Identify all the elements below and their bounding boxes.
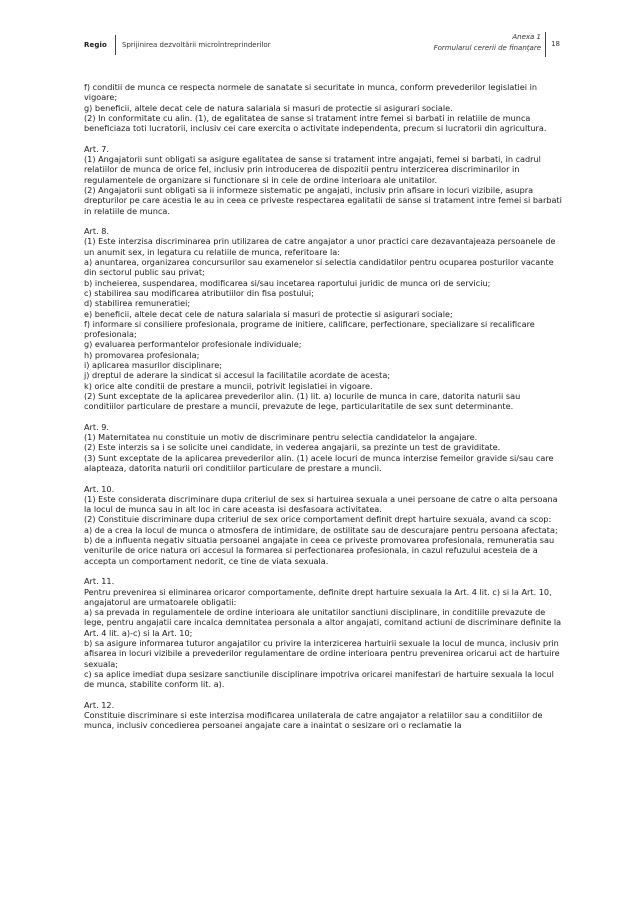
article-line: Constituie discriminare si este interzisa modificarea unilaterala de catre angajator a relatiilor sau a conditiilor de munca, inclusiv concedierea persoanei angajate care a inaintat o sesizare ori o reclamatie la (84, 710, 543, 731)
article-title: Art. 11. (84, 576, 115, 587)
article-line: b) de a influenta negativ situatia persoanei angajate in ceea ce priveste promovarea profesionala, remuneratia sau veniturile de orice natura ori accesul la formarea si perfectionarea profesionala, in cazul refuzului acesteia de a accepta un comportament nedorit, ce tine de viata sexuala. (84, 535, 555, 566)
article-line: c) stabilirea sau modificarea atributiilor din fisa postului; (84, 287, 314, 298)
article-line: k) orice alte conditii de prestare a muncii, potrivit legislatiei in vigoare. (84, 380, 373, 391)
article-title: Art. 9. (84, 421, 110, 432)
article-line: (2) Angajatorii sunt obligati sa ii informeze sistematic pe angajati, inclusiv prin afisare in locuri vizibile, asupra drepturilor pe care acestia le au in ceea ce priveste respectarea egalitatii de sanse si tratament intre femei si barbati in relatiile de munca. (84, 184, 562, 216)
article-title: Art. 7. (84, 143, 110, 154)
article-line: (1) Este considerata discriminare dupa criteriul de sex si hartuirea sexuala a unei persoane de catre o alta persoana la locul de munca sau in alt loc in care aceasta isi desfasoara activitatea. (84, 493, 558, 515)
article-line: (1) Este interzisa discriminarea prin utilizarea de catre angajator a unor practici care dezavantajeaza persoanele de un anumit sex, in legatura cu relatiile de munca, referitoare la: (84, 236, 556, 257)
article-line: b) incheierea, suspendarea, modificarea si/sau incetarea raportului juridic de munca ori de serviciu; (84, 277, 491, 288)
page-number: 18 (551, 40, 560, 48)
article-line: Pentru prevenirea si eliminarea oricaror comportamente, definite drept hartuire sexuala la Art. 4 lit. c) si la Art. 10, angajatorul are urmatoarele obligatii: (84, 586, 552, 607)
header-divider-right (545, 32, 546, 57)
article-title: Art. 8. (84, 226, 110, 237)
article-line: g) evaluarea performantelor profesionale individuale; (84, 339, 302, 350)
article-line: f) informare si consiliere profesionala, programe de initiere, calificare, perfectionare, specializare si recalificare profesionala; (84, 318, 535, 340)
article-line: (1) Angajatorii sunt obligati sa asigure egalitatea de sanse si tratament intre angajati, femei si barbati, in cadrul relatiilor de munca de orice fel, inclusiv prin introducerea de dispozitii pentru interzicerea discriminarilor in regulamentele de organizare si functionare si in cele de ordine interioara ale unitatilor. (84, 154, 541, 185)
article-line: h) promovarea profesionala; (84, 349, 200, 360)
intro-line: g) beneficii, altele decat cele de natura salariala si masuri de protectie si asigurari sociale. (84, 102, 453, 113)
article-line: j) dreptul de aderare la sindicat si accesul la facilitatile acordate de acesta; (84, 370, 391, 381)
article-line: (2) Este interzis sa i se solicite unei candidate, in vederea angajarii, sa prezinte un test de graviditate. (84, 442, 501, 453)
article-8 (84, 226, 562, 411)
article-title: Art. 10. (84, 483, 115, 494)
article-11 (84, 576, 562, 689)
header-annex-block (434, 32, 541, 54)
article-9 (84, 422, 562, 473)
article-line: e) beneficii, altele decat cele de natura salariala si masuri de protectie si asigurari sociale; (84, 308, 453, 319)
article-line: (1) Maternitatea nu constituie un motiv de discriminare pentru selectia candidatelor la angajare. (84, 432, 478, 443)
article-line: d) stabilirea remuneratiei; (84, 298, 191, 309)
article-10 (84, 484, 562, 566)
intro-block (84, 82, 562, 133)
article-line: i) aplicarea masurilor disciplinare; (84, 360, 222, 371)
header-divider (115, 35, 116, 55)
intro-line: (2) In conformitate cu alin. (1), de egalitatea de sanse si tratament intre femei si barbati in relatiile de munca beneficiaza toti lucratorii, inclusiv cei care exercita o activitate independenta, precum si lucratorii din agricultura. (84, 112, 547, 134)
article-line: a) de a crea la locul de munca o atmosfera de intimidare, de ostilitate sau de descurajare pentru persoana afectata; (84, 524, 558, 535)
regio-logo: Regio (84, 41, 107, 49)
article-line: a) sa prevada in regulamentele de ordine interioara ale unitatilor sanctiuni disciplinare, in conditiile prevazute de lege, pentru angajatii care incalca demnitatea personala a altor angajati, comitand actiuni de discriminare definite la Art. 4 lit. a)-c) si la Art. 10; (84, 607, 562, 638)
article-line: (2) Sunt exceptate de la aplicarea prevederilor alin. (1) lit. a) locurile de munca in care, datorita naturii sau conditiilor particulare de prestare a muncii, prevazute de lege, particularitatile de sex sunt determinante. (84, 390, 521, 412)
intro-line: f) conditii de munca ce respecta normele de sanatate si securitate in munca, conform prevederilor legislatiei in vigoare; (84, 82, 538, 103)
article-line: (3) Sunt exceptate de la aplicarea prevederilor alin. (1) acele locuri de munca interzise femeilor gravide si/sau care alapteaza, datorita naturii ori conditiilor particulare de prestare a muncii. (84, 452, 554, 473)
article-line: (2) Constituie discriminare dupa criteriul de sex orice comportament definit drept hartuire sexuala, avand ca scop: (84, 514, 552, 525)
annex-label: Anexa 1 (512, 33, 541, 41)
article-line: b) sa asigure informarea tuturor angajatilor cu privire la interzicerea hartuirii sexuale la locul de munca, inclusiv prin afisarea in locuri vizibile a prevederilor regulamentare de ordine interioara pentru prevenirea oricarui act de hartuire sexuala; (84, 638, 560, 669)
article-7 (84, 144, 562, 216)
article-line: a) anuntarea, organizarea concursurilor sau examenelor si selectia candidatilor pentru ocuparea posturilor vacante din sectorul public sau privat; (84, 257, 554, 278)
program-name: Sprijinirea dezvoltării microîntreprinderilor (122, 41, 271, 49)
page-header (84, 28, 560, 62)
article-line: c) sa aplice imediat dupa sesizare sanctiunile disciplinare impotriva oricarei manifestari de hartuire sexuala la locul de munca, stabilite conform lit. a). (84, 668, 554, 690)
article-12 (84, 700, 562, 731)
article-title: Art. 12. (84, 699, 115, 710)
form-label: Formularul cererii de finanţare (433, 44, 541, 52)
document-body (84, 82, 562, 741)
